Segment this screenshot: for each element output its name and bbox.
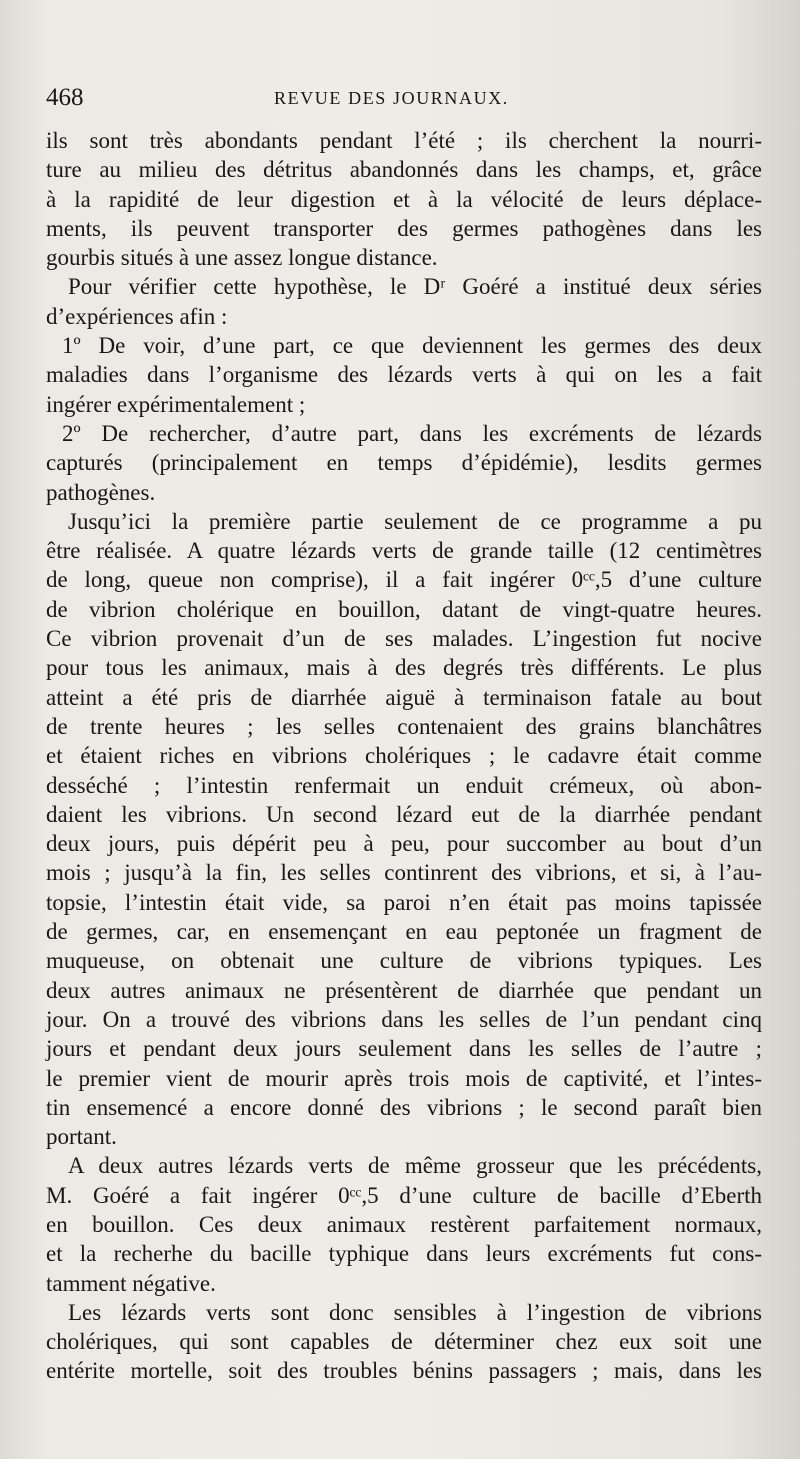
text-line: ments, ils peuvent transporter des germes pathogènes dans les [46, 215, 762, 241]
text-line: M. Goéré a fait ingérer 0ᶜᶜ,5 d’une culture de bacille d’Eberth [46, 1182, 762, 1208]
text-line: atteint a été pris de diarrhée aiguë à terminaison fatale au bout [46, 684, 762, 710]
text-line: de vibrion cholérique en bouillon, datant de vingt-quatre heures. [46, 596, 762, 622]
text-line: entérite mortelle, soit des troubles bénins passagers ; mais, dans les [46, 1358, 762, 1384]
text-line: de germes, car, en ensemençant en eau peptonée un fragment de [46, 919, 762, 945]
text-line: en bouillon. Ces deux animaux restèrent parfaitement normaux, [46, 1211, 762, 1237]
text-line: cholériques, qui sont capables de déterminer chez eux soit une [46, 1329, 762, 1355]
text-line: Les lézards verts sont donc sensibles à l’ingestion de vibrions [68, 1299, 762, 1325]
text-line: Jusqu’ici la première partie seulement de ce programme a pu [68, 508, 762, 534]
text-line: Pour vérifier cette hypothèse, le Dʳ Goéré a institué deux séries [68, 274, 762, 300]
text-line: tin ensemencé a encore donné des vibrions ; le second paraît bien [46, 1094, 762, 1120]
text-line: daient les vibrions. Un second lézard eut de la diarrhée pendant [46, 801, 762, 827]
page-header [46, 84, 758, 118]
text-line: topsie, l’intestin était vide, sa paroi n’en était pas moins tapissée [46, 889, 762, 915]
text-line: et la recherhe du bacille typhique dans leurs excréments fut cons- [46, 1241, 762, 1267]
text-line: à la rapidité de leur digestion et à la vélocité de leurs déplace- [46, 186, 762, 212]
page-number: 468 [46, 84, 84, 111]
text-line: ingérer expérimentalement ; [46, 391, 306, 417]
text-line: jour. On a trouvé des vibrions dans les selles de l’un pendant cinq [46, 1006, 762, 1032]
text-line: d’expériences afin : [46, 303, 228, 329]
text-line: de long, queue non comprise), il a fait ingérer 0ᶜᶜ,5 d’une culture [46, 567, 762, 593]
text-line: maladies dans l’organisme des lézards verts à qui on les a fait [46, 362, 762, 388]
text-line: ture au milieu des détritus abandonnés dans les champs, et, grâce [46, 157, 762, 183]
text-line: 1º De voir, d’une part, ce que deviennent les germes des deux [62, 333, 762, 359]
text-line: de trente heures ; les selles contenaient des grains blanchâtres [46, 713, 762, 739]
text-line: le premier vient de mourir après trois mois de captivité, et l’intes- [46, 1065, 762, 1091]
text-line: deux autres animaux ne présentèrent de diarrhée que pendant un [46, 977, 762, 1003]
text-line: mois ; jusqu’à la fin, les selles continrent des vibrions, et si, à l’au- [46, 860, 762, 886]
text-line: gourbis situés à une assez longue distance. [46, 245, 438, 271]
text-line: deux jours, puis dépérit peu à peu, pour succomber au bout d’un [46, 831, 762, 857]
text-line: pour tous les animaux, mais à des degrés très différents. Le plus [46, 655, 762, 681]
text-line: et étaient riches en vibrions cholériques ; le cadavre était comme [46, 743, 762, 769]
text-line: jours et pendant deux jours seulement dans les selles de l’autre ; [46, 1036, 762, 1062]
text-line: portant. [46, 1124, 117, 1150]
text-line: pathogènes. [46, 479, 156, 505]
text-line: 2º De rechercher, d’autre part, dans les excréments de lézards [62, 420, 762, 446]
text-line: muqueuse, on obtenait une culture de vibrions typiques. Les [46, 948, 762, 974]
text-line: tamment négative. [46, 1270, 216, 1296]
text-line: desséché ; l’intestin renfermait un enduit crémeux, où abon- [46, 772, 762, 798]
running-title: REVUE DES JOURNAUX. [274, 88, 509, 108]
body-text [46, 126, 762, 1386]
text-line: ils sont très abondants pendant l’été ; ils cherchent la nourri- [46, 128, 762, 153]
text-line: Ce vibrion provenait d’un de ses malades. L’ingestion fut nocive [46, 626, 762, 652]
text-line: A deux autres lézards verts de même grosseur que les précédents, [68, 1153, 762, 1179]
text-line: capturés (principalement en temps d’épidémie), lesdits germes [46, 450, 762, 476]
text-line: être réalisée. A quatre lézards verts de grande taille (12 centimètres [46, 538, 762, 564]
